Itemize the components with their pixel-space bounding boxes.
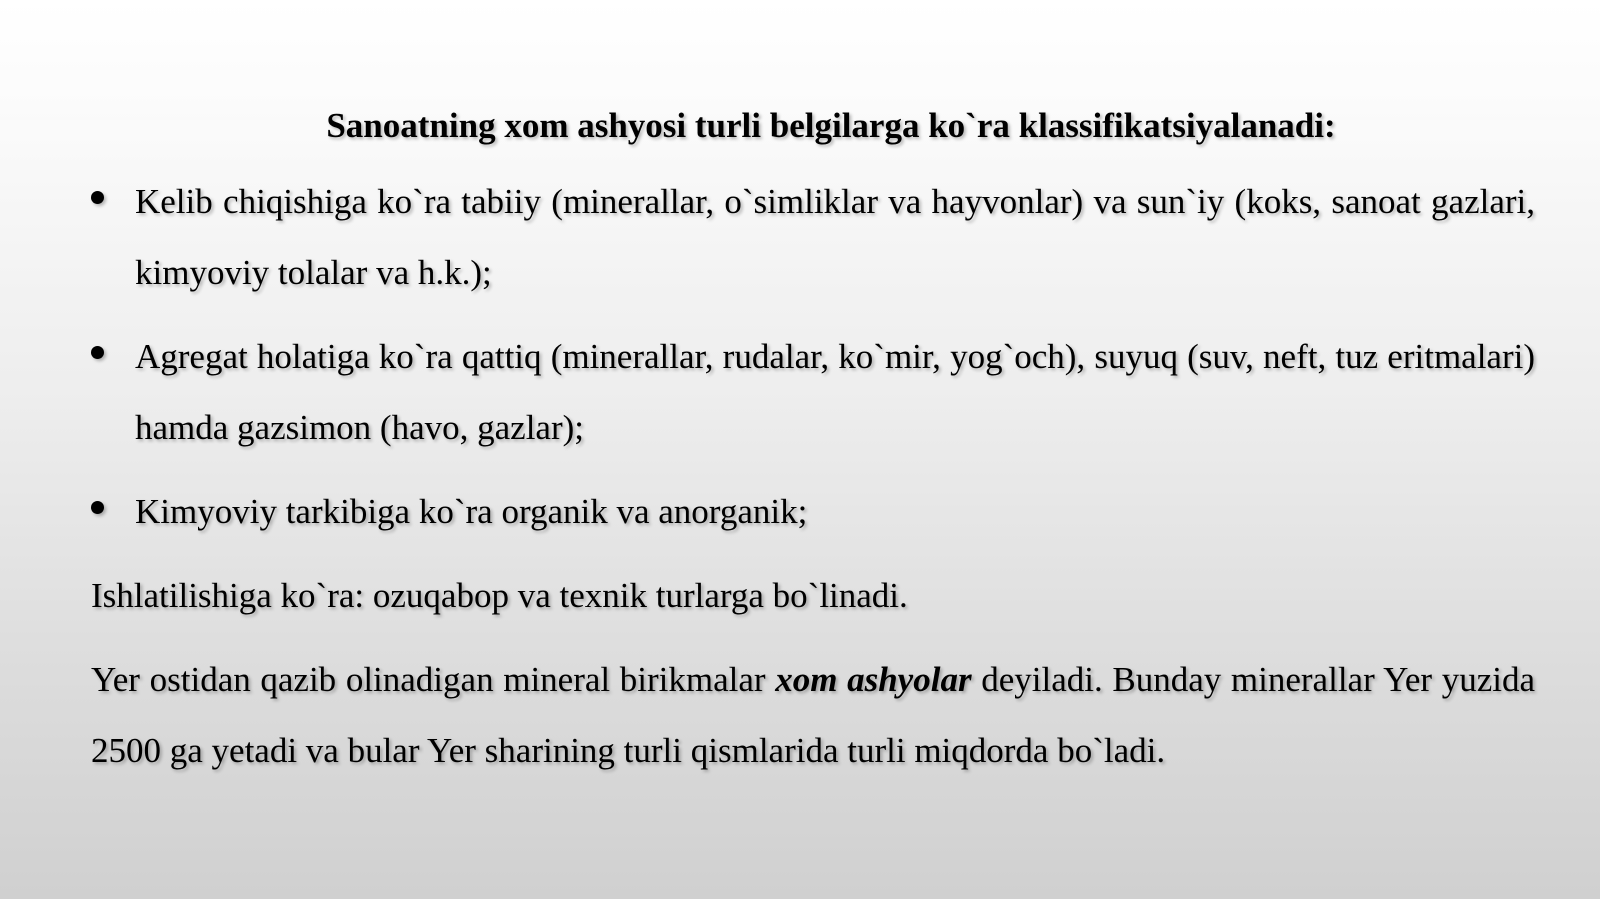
definition-paragraph <box>91 644 1535 786</box>
bullet-text: Agregat holatiga ko`ra qattiq (minerallar, rudalar, ko`mir, yog`och), suyuq (suv, neft, tuz eritmalari) hamda gazsimon (havo, gazlar); <box>135 337 1535 447</box>
bullet-icon <box>91 346 104 359</box>
definition-emphasis: xom ashyolar <box>775 660 972 699</box>
bullet-icon <box>91 501 104 514</box>
bullet-icon <box>91 191 104 204</box>
bullet-item-aggregate-state <box>91 321 1535 463</box>
slide-title: Sanoatning xom ashyosi turli belgilarga ko`ra klassifikatsiyalanadi: <box>326 106 1336 145</box>
bullet-text: Kimyoviy tarkibiga ko`ra organik va anorganik; <box>135 492 808 531</box>
bullet-item-chemical-composition <box>91 476 1535 547</box>
usage-paragraph: Ishlatilishiga ko`ra: ozuqabop va texnik turlarga bo`linadi. <box>91 576 908 615</box>
bullet-text: Kelib chiqishiga ko`ra tabiiy (minerallar, o`simliklar va hayvonlar) va sun`iy (koks, sanoat gazlari, kimyoviy tolalar va h.k.); <box>135 182 1535 292</box>
definition-text-end: deyiladi. Bunday minerallar Yer yuzida 2500 ga yetadi va bular Yer sharining turli qismlarida turli miqdorda bo`ladi. <box>91 660 1535 770</box>
bullet-list <box>91 166 1535 547</box>
bullet-item-origin <box>91 166 1535 308</box>
slide-content <box>91 96 1535 799</box>
definition-text-start: Yer ostidan qazib olinadigan mineral birikmalar <box>91 660 776 699</box>
